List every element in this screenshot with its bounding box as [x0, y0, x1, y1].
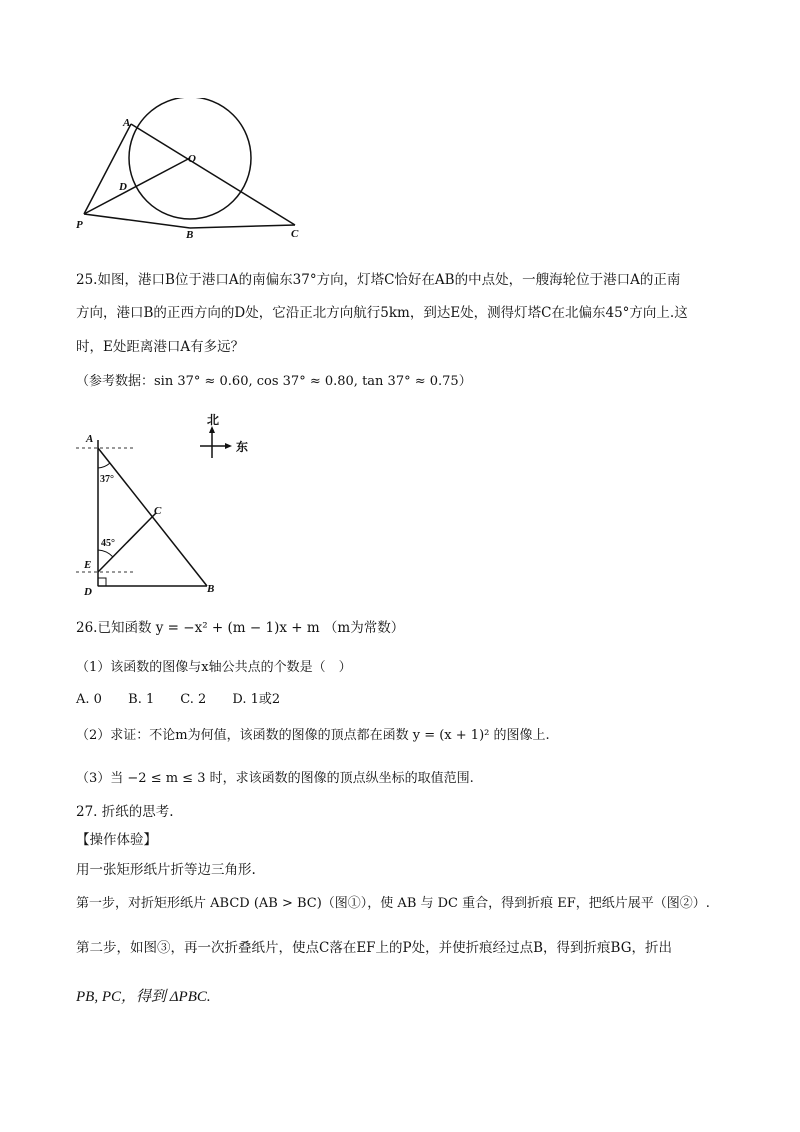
q26-part-2: （2）求证：不论m为何值，该函数的图像的顶点都在函数 y = (x + 1)² 的图像上. [76, 728, 550, 743]
circle-diagram [70, 98, 310, 240]
q25-reference-data: （参考数据：sin 37° ≈ 0.60, cos 37° ≈ 0.80, tan 37° ≈ 0.75） [76, 374, 472, 389]
label-angle-37: 37° [100, 474, 114, 485]
q27-line-3: 第二步，如图③，再一次折叠纸片，使点C落在EF上的P处，并使折痕经过点B，得到折痕BG，折出 [76, 940, 673, 956]
q25-line-3: 时，E处距离港口A有多远？ [76, 339, 245, 355]
segment-po [84, 158, 190, 214]
q27-line-2: 第一步，对折矩形纸片 ABCD (AB > BC)（图①），使 AB 与 DC 重合，得到折痕 EF，把纸片展平（图②）. [76, 896, 710, 911]
q27-section-heading: 【操作体验】 [76, 832, 157, 848]
label-east: 东 [236, 440, 249, 454]
option-d: D. 1或2 [232, 692, 281, 707]
q26-part-1: （1）该函数的图像与x轴公共点的个数是（ ） [76, 660, 352, 675]
arc-45 [98, 550, 113, 557]
option-a: A. 0 [76, 692, 102, 707]
q25-line-1: 25.如图，港口B位于港口A的南偏东37°方向，灯塔C恰好在AB的中点处，一艘海轮位于港口A的正南 [76, 272, 681, 288]
label-c: C [291, 228, 299, 240]
segment-pb [84, 214, 190, 228]
q27-line-1: 用一张矩形纸片折等边三角形. [76, 862, 256, 878]
q27-stem: 27. 折纸的思考. [76, 804, 174, 820]
q26-options [76, 690, 280, 710]
q25-line-2: 方向，港口B的正西方向的D处，它沿正北方向航行5km，到达E处，测得灯塔C在北偏东45°方向上.这 [76, 305, 688, 321]
label-north: 北 [207, 413, 220, 427]
compass [196, 412, 256, 462]
segment-bc [190, 225, 295, 228]
label-c: C [154, 505, 162, 517]
option-b: B. 1 [128, 692, 155, 707]
label-angle-45: 45° [101, 538, 115, 549]
label-d: D [119, 181, 127, 193]
label-p: P [76, 219, 83, 231]
segment-pa [84, 124, 131, 214]
figure-circle-tangent [70, 98, 310, 240]
q26-stem: 26.已知函数 y = −x² + (m − 1)x + m （m为常数） [76, 620, 405, 636]
label-e: E [84, 559, 92, 571]
label-d: D [84, 586, 92, 597]
label-o: O [188, 153, 196, 165]
q27-line-4: PB, PC，得到 ΔPBC. [76, 989, 211, 1005]
label-a: A [123, 117, 131, 129]
compass-icon [196, 412, 256, 462]
q26-part-3: （3）当 −2 ≤ m ≤ 3 时，求该函数的图像的顶点纵坐标的取值范围. [76, 771, 474, 786]
label-a: A [86, 433, 94, 445]
arc-37 [98, 463, 110, 468]
right-angle-mark [98, 578, 106, 586]
segment-ac [131, 124, 295, 225]
label-b: B [207, 583, 215, 595]
option-c: C. 2 [180, 692, 207, 707]
label-b: B [186, 229, 194, 240]
